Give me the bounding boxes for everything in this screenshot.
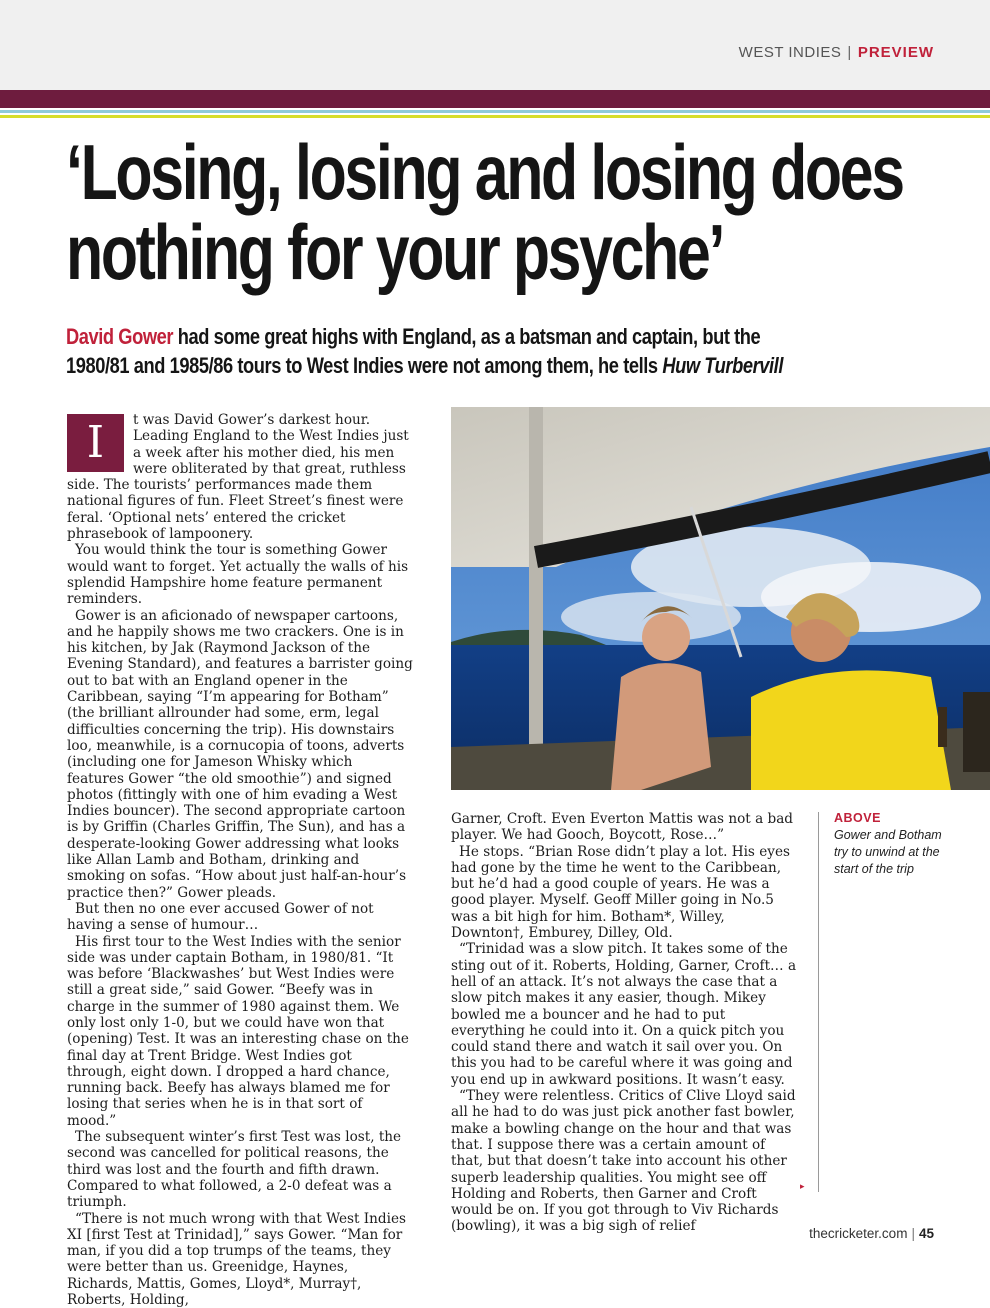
standfirst <box>66 322 813 380</box>
article-paragraph: “They were relentless. Critics of Clive Lloyd said all he had to do was just pick another fast bowler, make a bowling change on the hour and that was that. I suppose there was a certain amount of that, but that doesn’t take into account his other superb leadership qualities. You might see off Holding and Roberts, then Garner and Croft would be on. If you got through to Viv Richards (bowling), it was a big sigh of relief <box>451 1088 796 1235</box>
preview-tag: PREVIEW <box>857 44 934 61</box>
photo-caption <box>834 811 954 878</box>
section-label <box>739 44 934 61</box>
column-divider <box>818 812 819 1192</box>
article-paragraph: You would think the tour is something Gower would want to forget. Yet actually the walls of his splendid Hampshire home feature permanent reminders. <box>67 542 409 608</box>
bottle <box>938 707 947 747</box>
caption-text: Gower and Botham try to unwind at the start of the trip <box>834 828 942 876</box>
article-paragraph: But then no one ever accused Gower of not having a sense of humour… <box>67 900 374 934</box>
headline <box>66 128 903 296</box>
section-separator: | <box>847 44 852 61</box>
article-paragraph: t was David Gower’s darkest hour. Leading England to the West Indies just a week after his mother died, his men were obliterated by that great, ruthless side. The tourists’ performances made them national figures of fun. Fleet Street’s finest were feral. ‘Optional nets’ entered the cricket phrasebook of lampoonery. <box>67 412 409 543</box>
standfirst-line-2: 1980/81 and 1985/86 tours to West Indies were not among them, he tells <box>66 353 663 378</box>
article-column-2 <box>451 811 797 1235</box>
photo-icon <box>451 407 990 790</box>
article-paragraph: The subsequent winter’s first Test was lost, the second was cancelled for political reasons, the third was lost and the fourth and fifth drawn. Compared to what followed, a 2-0 defeat was a triumph. <box>67 1129 402 1211</box>
standfirst-author: Huw Turbervill <box>662 353 784 378</box>
footer-site: thecricketer.com <box>809 1226 908 1241</box>
lime-stripe <box>0 115 990 118</box>
article-paragraph: “There is not much wrong with that West Indies XI [first Test at Trinidad],” says Gower. “Man for man, if you did a top trumps of the teams, they were better than us. Greenidge, Haynes, Richards, Mattis, Gomes, Lloyd*, Murray†, Roberts, Holding, <box>67 1210 406 1308</box>
article-paragraph: Garner, Croft. Even Everton Mattis was not a bad player. We had Gooch, Boycott, Rose…” <box>451 811 794 844</box>
standfirst-line-1: had some great highs with England, as a batsman and captain, but the <box>173 324 761 349</box>
article-paragraph: “Trinidad was a slow pitch. It takes some of the sting out of it. Roberts, Holding, Garner, Croft… a hell of an attack. It’s not always the case that a slow pitch makes it any easier, though. Mikey bowled me a bouncer and he had to put everything he could into it. On a quick pitch you could stand there and watch it sail over you. On this you had to be careful where it was going and you end up in awkward positions. It wasn’t easy. <box>451 941 797 1088</box>
caption-label: ABOVE <box>834 811 881 825</box>
headline-line-1: ‘Losing, losing and losing does <box>66 128 903 216</box>
article-paragraph: His first tour to the West Indies with the senior side was under captain Botham, in 1980/81. “It was before ‘Blackwashes’ but West Indies were still a great side,” said Gower. “Beefy was in charge in the summer of 1980 against them. We only lost only 1-0, but we could have won that (opening) Test. It was an interesting chase on the final day at Trent Bridge. West Indies got through, eight down. I dropped a hard chance, running back. Beefy has always blamed me for losing that series when he is in that sort of mood.” <box>67 933 409 1129</box>
continue-arrow-icon: ▸ <box>800 1182 805 1192</box>
article-column-1 <box>67 412 413 1308</box>
person-right-shirt <box>751 670 951 790</box>
drop-cap: I <box>67 414 124 472</box>
headline-line-2: nothing for your psyche’ <box>66 208 724 296</box>
section-name: WEST INDIES <box>738 44 842 61</box>
article-paragraph: He stops. “Brian Rose didn’t play a lot. His eyes had gone by the time he went to the Caribbean, but he’d had a good couple of years. He was a good player. Myself. Geoff Miller going in No.5 was a bit high for him. Botham*, Willey, Downton†, Emburey, Dilley, Old. <box>451 843 790 942</box>
person-edge <box>963 692 990 772</box>
maroon-stripe <box>0 90 990 108</box>
sailing-photo <box>451 407 990 790</box>
standfirst-subject-name: David Gower <box>66 324 174 349</box>
top-bar <box>0 0 990 90</box>
article-paragraph: Gower is an aficionado of newspaper cartoons, and he happily shows me two crackers. One is in his kitchen, by Jak (Raymond Jackson of the Evening Standard), and features a barrister going out to bat with an England opener in the Caribbean, saying “I’m appearing for Botham” (the brilliant allrounder had some, erm, legal difficulties concerning the trip). His downstairs loo, meanwhile, is a cornucopia of toons, adverts (including one for Jameson Whisky which features Gower “the old smoothie”) and signed photos (fittingly with one of him evading a West Indies bouncer). The second appropriate cartoon is by Griffin (Charles Griffin, The Sun), and has a desperate-looking Gower addressing what looks like Allan Lamb and Botham, drinking and smoking on sofas. “How about just half-an-hour’s practice then?” Gower pleads. <box>67 607 413 901</box>
page-number: 45 <box>918 1226 934 1241</box>
page-footer <box>809 1226 934 1241</box>
footer-separator: | <box>911 1226 915 1241</box>
person-left-torso <box>611 663 711 790</box>
person-left-head <box>642 613 690 661</box>
